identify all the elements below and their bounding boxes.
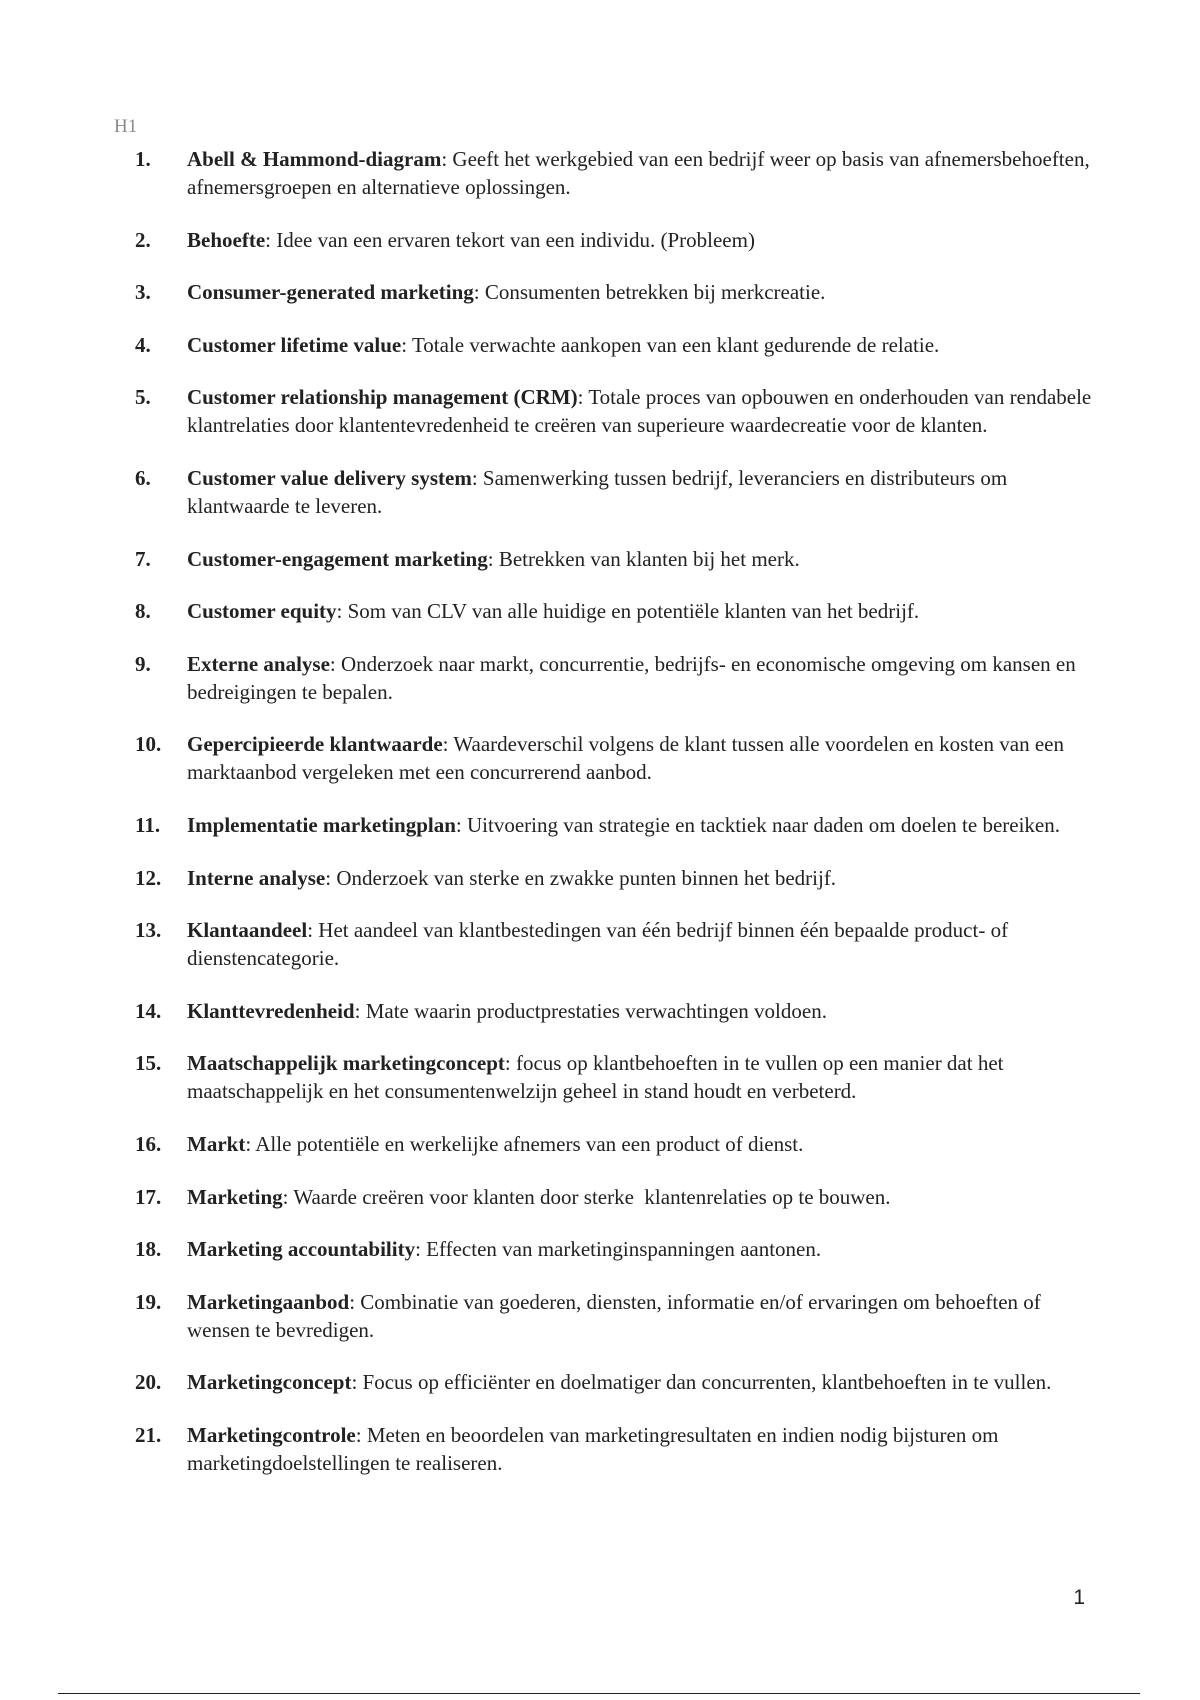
term-name: Customer lifetime value — [187, 332, 402, 357]
term-entry — [187, 464, 1095, 520]
term-name: Customer equity — [187, 599, 337, 624]
list-item — [135, 997, 1095, 1025]
term-definition: : Waardeverschil volgens de klant tussen alle voordelen en kosten van een marktaanbod vergeleken met een concurrerend aanbod. — [187, 732, 1070, 785]
term-name: Customer value delivery system — [187, 465, 472, 490]
term-name: Customer-engagement marketing — [187, 546, 488, 571]
term-entry — [187, 1130, 1095, 1158]
term-entry — [187, 545, 1095, 573]
term-definition: : Totale verwachte aankopen van een klant gedurende de relatie. — [401, 332, 940, 357]
list-item — [135, 1049, 1095, 1105]
term-name: Customer relationship management (CRM) — [187, 385, 578, 410]
term-entry — [187, 1049, 1095, 1105]
list-item — [135, 383, 1095, 439]
term-entry — [187, 650, 1095, 706]
term-entry — [187, 864, 1095, 892]
term-definition: : Consumenten betrekken bij merkcreatie. — [473, 280, 826, 305]
list-item — [135, 1368, 1095, 1396]
term-number: 9. — [135, 651, 151, 676]
term-entry — [187, 278, 1095, 306]
term-number: 4. — [135, 332, 151, 357]
term-number: 2. — [135, 227, 151, 252]
term-definition: : Effecten van marketinginspanningen aantonen. — [415, 1237, 822, 1262]
term-entry — [187, 1288, 1095, 1344]
term-definition: : Combinatie van goederen, diensten, informatie en/of ervaringen om behoeften of wensen te bevredigen. — [187, 1289, 1047, 1342]
term-definition: : Uitvoering van strategie en tacktiek naar daden om doelen te bereiken. — [455, 812, 1060, 837]
term-entry — [187, 1421, 1095, 1477]
term-name: Markt — [187, 1131, 246, 1156]
term-list — [135, 145, 1095, 1501]
list-item — [135, 331, 1095, 359]
term-number: 17. — [135, 1184, 162, 1209]
list-item — [135, 1235, 1095, 1263]
list-item — [135, 145, 1095, 201]
term-name: Gepercipieerde klantwaarde — [187, 732, 443, 757]
term-entry — [187, 331, 1095, 359]
term-name: Interne analyse — [187, 865, 326, 890]
term-definition: : Onderzoek van sterke en zwakke punten binnen het bedrijf. — [325, 865, 837, 890]
list-item — [135, 1288, 1095, 1344]
list-item — [135, 226, 1095, 254]
term-name: Marketingcontrole — [187, 1422, 356, 1447]
term-name: Marketingaanbod — [187, 1289, 350, 1314]
term-definition: : Betrekken van klanten bij het merk. — [487, 546, 800, 571]
section-label: H1 — [114, 116, 138, 137]
list-item — [135, 730, 1095, 786]
term-entry — [187, 1183, 1095, 1211]
term-definition: : Waarde creëren voor klanten door sterke klantenrelaties op te bouwen. — [282, 1184, 891, 1209]
list-item — [135, 864, 1095, 892]
term-entry — [187, 145, 1095, 201]
term-definition: : Som van CLV van alle huidige en potentiële klanten van het bedrijf. — [336, 599, 920, 624]
list-item — [135, 1421, 1095, 1477]
term-number: 19. — [135, 1289, 162, 1314]
list-item — [135, 1183, 1095, 1211]
page-number: 1 — [1073, 1586, 1085, 1609]
term-entry — [187, 1235, 1095, 1263]
term-definition: : Totale proces van opbouwen en onderhouden van rendabele klantrelaties door klantentevredenheid te creëren van superieure waardecreatie voor de klanten. — [187, 385, 1097, 438]
term-definition: : Samenwerking tussen bedrijf, leveranciers en distributeurs om klantwaarde te leveren. — [187, 465, 1013, 518]
term-entry — [187, 730, 1095, 786]
list-item — [135, 545, 1095, 573]
term-entry — [187, 1368, 1095, 1396]
term-number: 10. — [135, 732, 162, 757]
list-item — [135, 916, 1095, 972]
list-item — [135, 464, 1095, 520]
term-definition: : Focus op efficiënter en doelmatiger dan concurrenten, klantbehoeften in te vullen. — [351, 1370, 1052, 1395]
term-definition: : Het aandeel van klantbestedingen van één bedrijf binnen één bepaalde product- of dienstencategorie. — [187, 918, 1014, 971]
term-number: 6. — [135, 465, 151, 490]
term-name: Implementatie marketingplan — [187, 812, 456, 837]
term-number: 16. — [135, 1131, 162, 1156]
term-definition: : focus op klantbehoeften in te vullen op een manier dat het maatschappelijk en het consumentenwelzijn geheel in stand houdt en verbeterd. — [187, 1051, 1009, 1104]
term-name: Marketingconcept — [187, 1370, 352, 1395]
term-name: Externe analyse — [187, 651, 330, 676]
list-item — [135, 597, 1095, 625]
term-name: Klanttevredenheid — [187, 998, 355, 1023]
term-number: 12. — [135, 865, 162, 890]
term-entry — [187, 916, 1095, 972]
term-entry — [187, 383, 1095, 439]
term-definition: : Alle potentiële en werkelijke afnemers van een product of dienst. — [245, 1131, 804, 1156]
term-name: Consumer-generated marketing — [187, 280, 474, 305]
term-definition: : Idee van een ervaren tekort van een individu. (Probleem) — [265, 227, 755, 252]
term-name: Klantaandeel — [187, 918, 308, 943]
term-number: 20. — [135, 1370, 162, 1395]
term-entry — [187, 997, 1095, 1025]
term-definition: : Meten en beoordelen van marketingresultaten en indien nodig bijsturen om marketingdoelstellingen te realiseren. — [187, 1422, 1004, 1475]
term-name: Behoefte — [187, 227, 266, 252]
term-entry — [187, 226, 1095, 254]
term-number: 15. — [135, 1051, 162, 1076]
term-number: 1. — [135, 147, 151, 171]
list-item — [135, 650, 1095, 706]
list-item — [135, 278, 1095, 306]
list-item — [135, 811, 1095, 839]
term-definition: : Onderzoek naar markt, concurrentie, bedrijfs- en economische omgeving om kansen en bedreigingen te bepalen. — [187, 651, 1081, 704]
term-number: 5. — [135, 385, 151, 410]
term-name: Abell & Hammond-diagram — [187, 147, 442, 171]
term-entry — [187, 811, 1095, 839]
term-number: 7. — [135, 546, 151, 571]
term-number: 8. — [135, 599, 151, 624]
term-number: 13. — [135, 918, 162, 943]
footer-rule — [58, 1693, 1140, 1694]
term-definition: : Geeft het werkgebied van een bedrijf weer op basis van afnemersbehoeften, afnemersgroepen en alternatieve oplossingen. — [187, 147, 1095, 199]
term-definition: : Mate waarin productprestaties verwachtingen voldoen. — [354, 998, 827, 1023]
term-number: 3. — [135, 280, 151, 305]
term-number: 18. — [135, 1237, 162, 1262]
term-name: Marketing accountability — [187, 1237, 416, 1262]
term-name: Marketing — [187, 1184, 283, 1209]
term-number: 11. — [135, 812, 161, 837]
term-number: 21. — [135, 1422, 162, 1447]
term-name: Maatschappelijk marketingconcept — [187, 1051, 505, 1076]
term-entry — [187, 597, 1095, 625]
list-item — [135, 1130, 1095, 1158]
term-number: 14. — [135, 998, 162, 1023]
